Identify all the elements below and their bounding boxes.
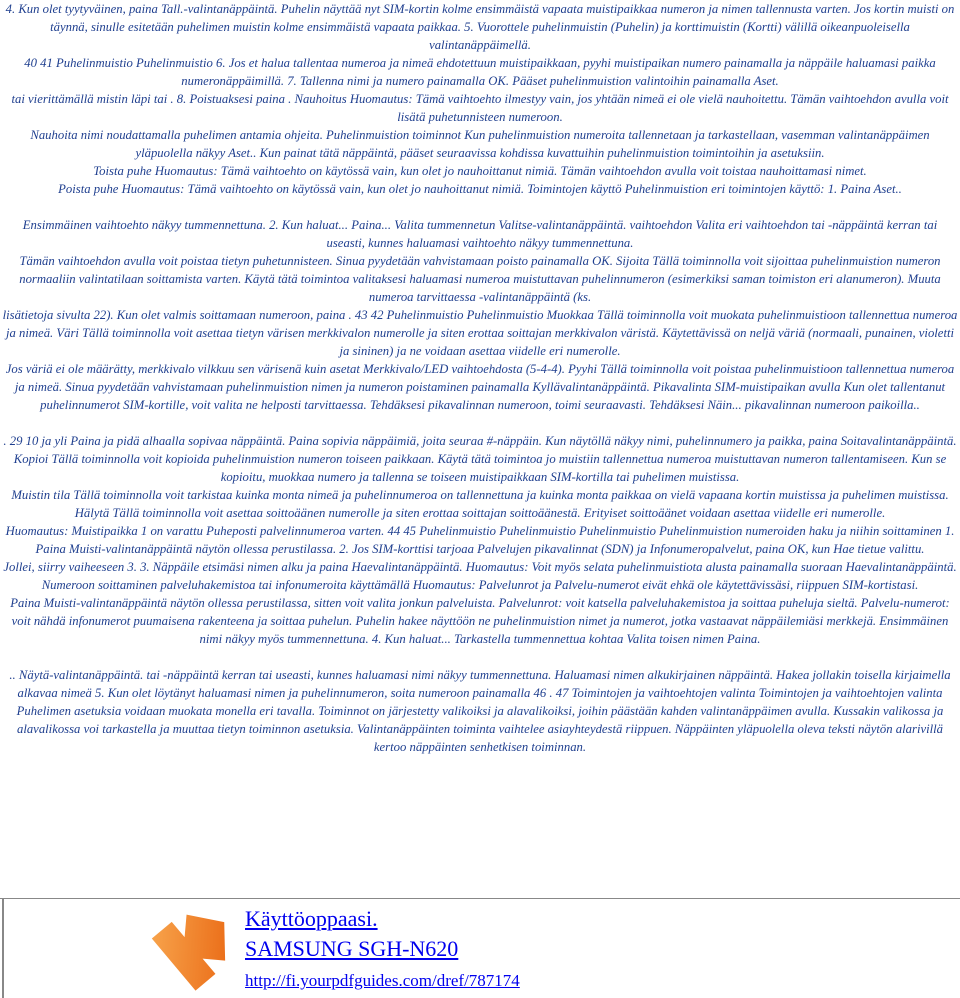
- manual-link[interactable]: Käyttöoppaasi.: [245, 906, 378, 931]
- document-body: [2, 0, 958, 756]
- footer-divider: [2, 899, 4, 998]
- paragraph: 40 41 Puhelinmuistio Puhelinmuistio 6. Jos et halua tallentaa numeroa ja nimeä ehdotettuun muistipaikkaan, pyyhi muistipaikan numero painamalla ja näppäile haluamasi paikka numeronäppäimillä. 7. Tallenna nimi ja numero painamalla OK. Pääset puhelinmuistion valintoihin painamalla Aset.: [24, 56, 936, 88]
- paragraph-gap: [2, 414, 958, 432]
- paragraph: Muistin tila Tällä toiminnolla voit tarkistaa kuinka monta nimeä ja puhelinnumeroa on tallennettuna ja kuinka monta paikkaa on vielä vapaana kortin muistissa ja puhelimen muistissa. Hälytä Tällä toiminnolla voit asettaa soittoäänen numerolle ja siten erottaa soittajan soittoäänestä. Erityiset soittoäänet voidaan asettaa viidelle eri numerolle.: [11, 488, 949, 520]
- footer-banner: [0, 898, 960, 998]
- paragraph: Poista puhe Huomautus: Tämä vaihtoehto on käytössä vain, kun olet jo nauhoittanut nimiä. Toimintojen käyttö Puhelinmuistion eri toimintojen käyttö: 1. Paina Aset..: [58, 182, 902, 196]
- paragraph: .. Näytä-valintanäppäintä. tai -näppäintä kerran tai useasti, kunnes haluamasi nimi näkyy tummennettuna. Haluamasi nimen alkukirjainen näppäintä. Hakea jollakin toisella kirjaimella alkavaa nimeä 5. Kun olet löytänyt haluamasi nimen ja puhelinnumeron, soita numeroon painamalla 46 . 47 Toimintojen ja vaihtoehtojen valinta Toimintojen ja vaihtoehtojen valinta Puhelimen asetuksia voidaan muokata monella eri tavalla. Toiminnot on järjestetty valikoiksi ja alavalikoiksi, joihin päästään kahden valintanäppäimen avulla. Kussakin valikossa ja alavalikossa voi tarkastella ja muuttaa tietyn toiminnon asetuksia. Valintanäppäinten toiminta vaihtelee asiayhteydestä riippuen. Näppäinten yläpuolella oleva teksti näytön alarivillä kertoo näppäinten senhetkisen toiminnan.: [9, 668, 951, 754]
- paragraph-gap: [2, 648, 958, 666]
- paragraph: Ensimmäinen vaihtoehto näkyy tummennettuna. 2. Kun haluat... Paina... Valita tummennetun Valitse-valintanäppäintä. vaihtoehdon Valita eri vaihtoehdon tai -näppäintä kerran tai useasti, kunnes haluamasi vaihtoehto näkyy tummennettuna.: [22, 218, 938, 250]
- paragraph: Tämän vaihtoehdon avulla voit poistaa tietyn puhetunnisteen. Sinua pyydetään vahvistamaan poisto painamalla OK. Sijoita Tällä toiminnolla voit sijoittaa puhelinmuistion numeron normaaliin valintatilaan soittamista varten. Käytä tätä toimintoa valitaksesi haluamasi numeroa muistuttavan puhelinnumeron (esimerkiksi saman toimiston eri alanumeron). Muuta numeroa tarvittaessa -valintanäppäintä (ks.: [19, 254, 941, 304]
- paragraph: lisätietoja sivulta 22). Kun olet valmis soittamaan numeroon, paina . 43 42 Puhelinmuistio Puhelinmuistio Muokkaa Tällä toiminnolla voit muokata puhelinmuistioon tallennettua numeroa ja nimeä. Väri Tällä toiminnolla voit asettaa tietyn värisen merkkivalon numerolle ja siten erottaa soittajan merkkivalon väristä. Käytettävissä on neljä väriä (normaali, punainen, violetti ja sininen) ja ne voidaan asettaa viidelle eri numerolle.: [2, 308, 958, 358]
- model-link[interactable]: SAMSUNG SGH-N620: [245, 936, 459, 961]
- footer-links: [245, 905, 520, 993]
- paragraph: Nauhoita nimi noudattamalla puhelimen antamia ohjeita. Puhelinmuistion toiminnot Kun puhelinmuistion numeroita tallennetaan ja tarkastellaan, vasemman valintanäppäimen yläpuolella näkyy Aset.. Kun painat tätä näppäintä, pääset seuraavissa kohdissa kuvattuihin puhelinmuistion toimintoihin ja asetuksiin.: [30, 128, 930, 160]
- paragraph: . 29 10 ja yli Paina ja pidä alhaalla sopivaa näppäintä. Paina sopivia näppäimiä, joita seuraa #-näppäin. Kun näytöllä näkyy nimi, puhelinnumero ja paikka, paina Soitavalintanäppäintä. Kopioi Tällä toiminnolla voit kopioida puhelinmuistion numeron toiseen paikkaan. Käytä tätä toimintoa jo muistiin tallennettua numeroa muistuttavan numeron tallentamiseen. Kun se kopioitu, muokkaa numero ja tallenna se toiseen muistipaikkaan SIM-kortilla tai puhelimen muistissa.: [3, 434, 957, 484]
- arrow-icon: [150, 903, 240, 993]
- paragraph: Jollei, siirry vaiheeseen 3. 3. Näppäile etsimäsi nimen alku ja paina Haevalintanäppäintä. Huomautus: Voit myös selata puhelinmuistiota alusta painamalla suoraan Haevalintanäppäintä. Numeroon soittaminen palveluhakemistoa tai infonumeroita käyttämällä Huomautus: Palvelunrot ja Palvelu-numerot eivät ehkä ole käytettävissäsi, riippuen SIM-kortistasi.: [3, 560, 957, 592]
- paragraph: tai vierittämällä mistin läpi tai . 8. Poistuaksesi paina . Nauhoitus Huomautus: Tämä vaihtoehto ilmestyy vain, jos yhtään nimeä ei ole vielä nauhoitettu. Tämän vaihtoehdon avulla voit lisätä puhetunnisteen numeroon.: [11, 92, 949, 124]
- paragraph: 4. Kun olet tyytyväinen, paina Tall.-valintanäppäintä. Puhelin näyttää nyt SIM-kortin kolme ensimmäistä vapaata muistipaikkaa numeron ja nimen tallennusta varten. Jos kortin muisti on täynnä, sinulle esitetään puhelimen muistin kolme ensimmäistä vapaata paikkaa. 5. Vuorottele puhelinmuistin (Puhelin) ja korttimuistin (Kortti) välillä oikeanpuoleisella valintanäppäimellä.: [5, 2, 955, 52]
- paragraph: Toista puhe Huomautus: Tämä vaihtoehto on käytössä vain, kun olet jo nauhoittanut nimiä. Tämän vaihtoehdon avulla voit toistaa nauhoittamasi nimet.: [93, 164, 867, 178]
- paragraph: Paina Muisti-valintanäppäintä näytön ollessa perustilassa, sitten voit valita jonkun palveluista. Palvelunrot: voit katsella palveluhakemistoa ja soittaa puheluja sieltä. Palvelu-numerot: voit nähdä infonumerot puumaisena rakenteena ja soittaa puhelun. Puhelin hakee näyttöön ne puhelinmuistion nimet ja numerot, jotka vastaavat näppäilemiäsi merkkejä. Ensimmäinen nimi näkyy myös tummennettuna. 4. Kun haluat... Tarkastella tummennettua kohtaa Valita toisen nimen Paina.: [10, 596, 950, 646]
- paragraph: Jos väriä ei ole määrätty, merkkivalo vilkkuu sen värisenä kuin asetat Merkkivalo/LED vaihtoehdosta (5-4-4). Pyyhi Tällä toiminnolla voit poistaa puhelinmuistioon tallennettua numeroa ja nimeä. Sinua pyydetään vahvistamaan puhelinmuistion nimen ja numeron poistaminen painamalla Kyllävalintanäppäintä. Pikavalinta SIM-muistipaikan avulla Kun olet tallentanut puhelinnumerot SIM-kortille, voit valita ne helposti tarvittaessa. Tehdäksesi pikavalinnan numeroon, toimi seuraavasti. Tehdäksesi Näin... pikavalinnan numeroon paikoilla..: [5, 362, 955, 412]
- url-link[interactable]: http://fi.yourpdfguides.com/dref/787174: [245, 971, 520, 990]
- paragraph: Huomautus: Muistipaikka 1 on varattu Puheposti palvelinnumeroa varten. 44 45 Puhelinmuistio Puhelinmuistio Puhelinmuistio Puhelinmuistion numeroiden haku ja niihin soittaminen 1. Paina Muisti-valintanäppäintä näytön ollessa perustilassa. 2. Jos SIM-korttisi tarjoaa Palvelujen pikavalinnat (SDN) ja Infonumeropalvelut, paina OK, kun Hae tietue valittu.: [5, 524, 955, 556]
- paragraph-gap: [2, 198, 958, 216]
